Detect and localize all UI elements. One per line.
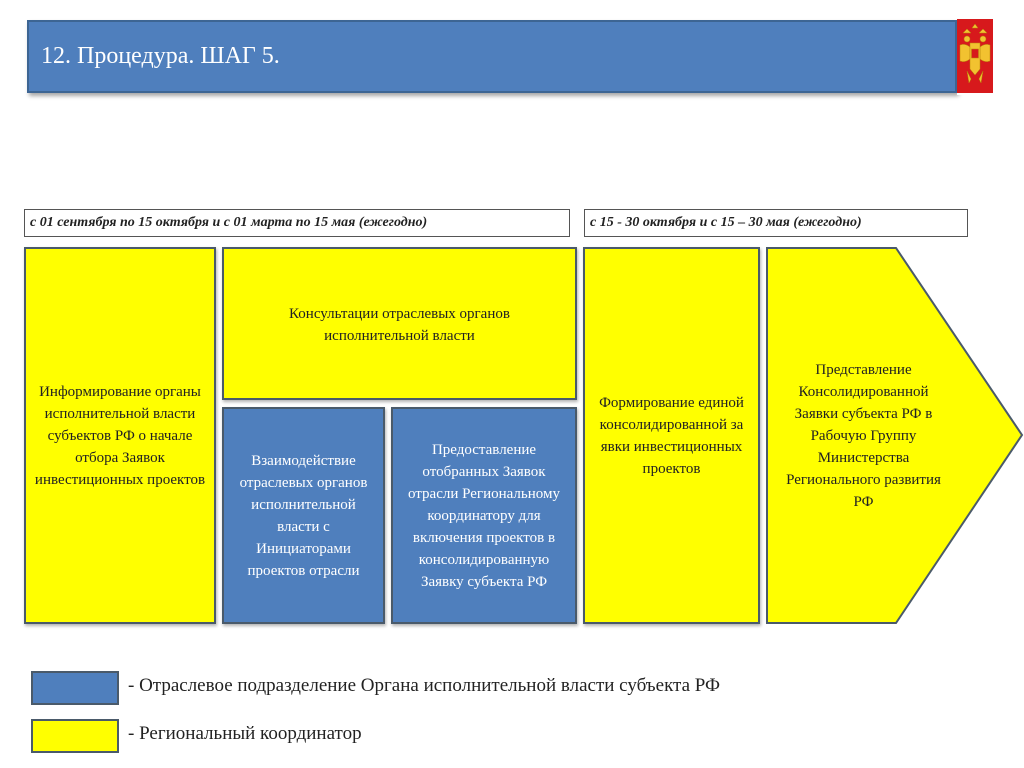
step-present-text: Представление Консолидированной Заявки субъекта РФ в Рабочую Группу Министерства Регионального развития РФ (786, 361, 941, 510)
step-consult-box (222, 247, 577, 400)
step-interaction-text: Взаимодействие отраслевых органов исполнительной власти с Инициаторами проектов отрасли (239, 452, 368, 579)
step-form-text: Формирование единой консолидированной заявки инвестиционных проектов (599, 394, 744, 477)
period-label-first: с 01 сентября по 15 октября и с 01 марта по 15 мая (ежегодно) (24, 209, 570, 237)
header-bar (27, 20, 957, 93)
legend-yellow-swatch (31, 719, 119, 753)
step-interaction-box (222, 407, 385, 624)
step-consult-text: Консультации отраслевых органов исполнительной власти (289, 306, 510, 344)
page-title: 12. Процедура. ШАГ 5. (41, 43, 280, 69)
step-provide-text: Предоставление отобранных Заявок отрасли Региональному координатору для включения проектов в консолидированную Заявку субъекта РФ (408, 441, 560, 590)
legend-yellow-label: - Региональный координатор (128, 723, 362, 744)
step-form-box (583, 247, 760, 624)
coat-of-arms-icon (957, 19, 993, 95)
legend-blue-label: - Отраслевое подразделение Органа исполнительной власти субъекта РФ (128, 675, 721, 696)
step-provide-box (391, 407, 577, 624)
step-inform-text: Информирование органы исполнительной власти субъектов РФ о начале отбора Заявок инвестиционных проектов (34, 383, 206, 488)
step-present-box (776, 247, 951, 624)
step-inform-box (24, 247, 216, 624)
period-label-second: с 15 - 30 октября и с 15 – 30 мая (ежегодно) (584, 209, 968, 237)
legend-blue-swatch (31, 671, 119, 705)
